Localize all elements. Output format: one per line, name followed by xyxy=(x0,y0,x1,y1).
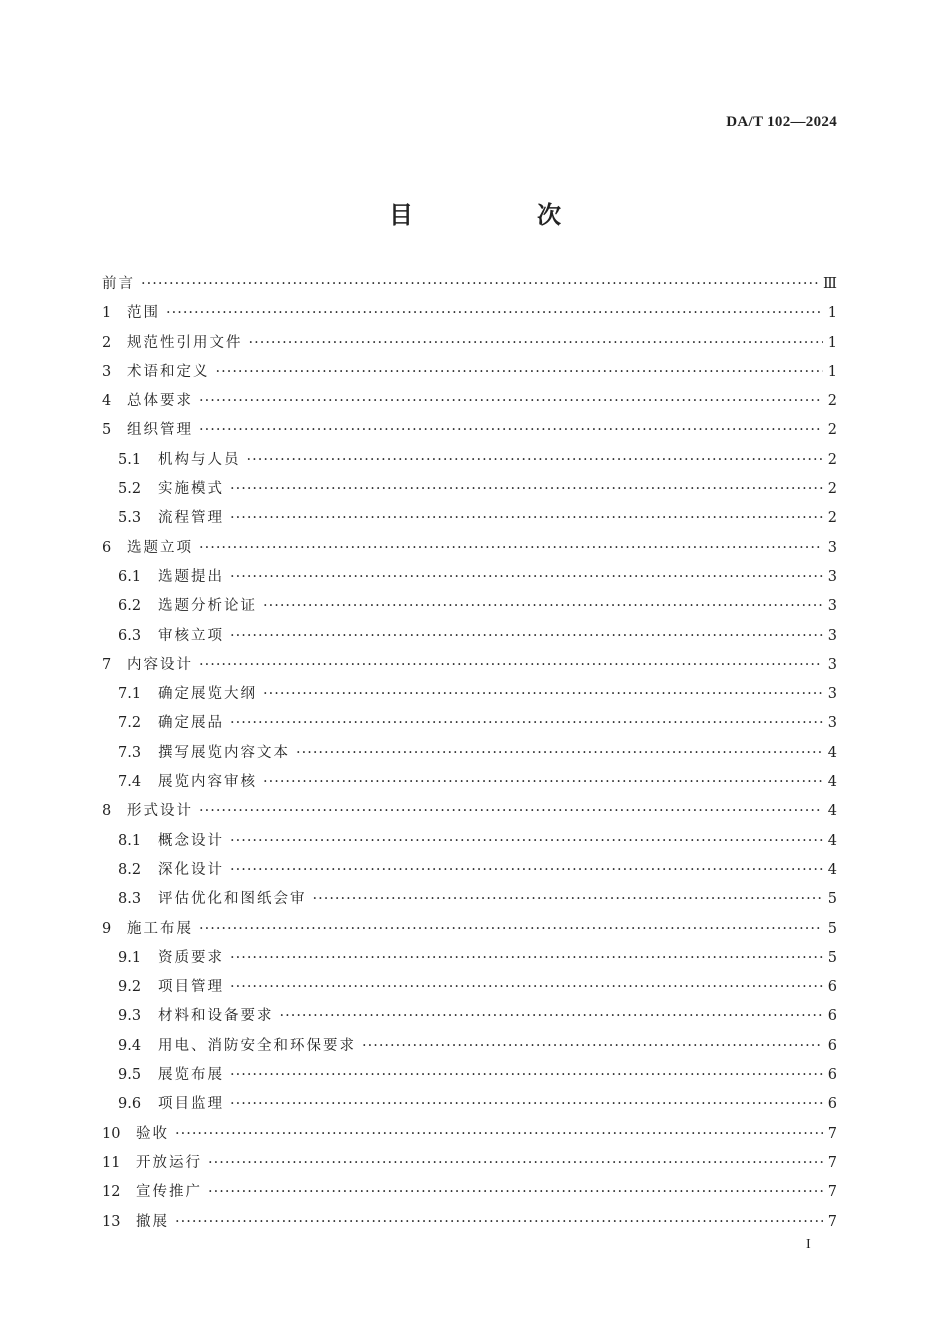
toc-entry[interactable] xyxy=(102,1149,837,1178)
toc-entry-page: 1 xyxy=(827,305,837,322)
toc-dot-leader xyxy=(175,1208,823,1237)
toc-entry[interactable] xyxy=(102,534,837,563)
toc-entry-label: 实施模式 xyxy=(158,481,224,498)
toc-dot-leader xyxy=(313,885,824,914)
toc-entry-number: 7.2 xyxy=(118,715,142,732)
toc-dot-leader xyxy=(199,915,823,944)
toc-entry-page: 3 xyxy=(827,656,837,673)
toc-entry[interactable] xyxy=(102,270,837,299)
toc-entry[interactable] xyxy=(102,1032,837,1061)
toc-entry-number: 13 xyxy=(102,1213,121,1230)
toc-entry-number: 10 xyxy=(102,1125,121,1142)
toc-dot-leader xyxy=(296,739,823,768)
toc-entry-number: 1 xyxy=(102,305,112,322)
toc-entry-page: 1 xyxy=(827,363,837,380)
toc-entry[interactable] xyxy=(102,1208,837,1237)
toc-entry-number: 8.2 xyxy=(118,861,142,878)
toc-dot-leader xyxy=(199,797,823,826)
toc-entry-number: 4 xyxy=(102,393,112,410)
toc-entry-number: 7.1 xyxy=(118,686,142,703)
toc-entry[interactable] xyxy=(102,358,837,387)
toc-entry[interactable] xyxy=(102,592,837,621)
toc-entry-number: 9 xyxy=(102,920,112,937)
toc-entry[interactable] xyxy=(102,1002,837,1031)
toc-entry-page: 4 xyxy=(827,774,837,791)
toc-entry-page: 6 xyxy=(827,1096,837,1113)
toc-entry-number: 6.3 xyxy=(118,627,142,644)
toc-entry-number: 7.4 xyxy=(118,774,142,791)
toc-entry-page: 3 xyxy=(827,686,837,703)
toc-dot-leader xyxy=(247,446,824,475)
toc-entry-label: 组织管理 xyxy=(127,422,193,439)
toc-entry-label: 深化设计 xyxy=(158,861,224,878)
toc-entry-label: 选题立项 xyxy=(127,539,193,556)
toc-dot-leader xyxy=(199,387,823,416)
toc-entry-number: 5 xyxy=(102,422,112,439)
toc-entry-number: 7 xyxy=(102,656,112,673)
toc-dot-leader xyxy=(230,504,823,533)
toc-entry-label: 机构与人员 xyxy=(158,451,241,468)
toc-entry-page: 1 xyxy=(827,334,837,351)
toc-entry-label: 选题提出 xyxy=(158,568,224,585)
toc-entry-label: 选题分析论证 xyxy=(158,598,257,615)
toc-entry-page: 3 xyxy=(827,598,837,615)
toc-entry-label: 流程管理 xyxy=(158,510,224,527)
toc-dot-leader xyxy=(230,1061,823,1090)
toc-dot-leader xyxy=(230,622,823,651)
toc-entry-page: 5 xyxy=(827,949,837,966)
toc-entry[interactable] xyxy=(102,1090,837,1119)
toc-entry-page: 4 xyxy=(827,803,837,820)
toc-entry[interactable] xyxy=(102,768,837,797)
toc-entry[interactable] xyxy=(102,329,837,358)
toc-entry-label: 前言 xyxy=(102,276,135,292)
toc-entry[interactable] xyxy=(102,944,837,973)
toc-entry-label: 撰写展览内容文本 xyxy=(158,744,290,761)
toc-entry-page: Ⅲ xyxy=(823,276,837,292)
toc-entry-label: 项目监理 xyxy=(158,1096,224,1113)
toc-entry-page: 4 xyxy=(827,744,837,761)
toc-entry-page: 2 xyxy=(827,393,837,410)
toc-entry-label: 施工布展 xyxy=(127,920,193,937)
toc-entry-number: 9.6 xyxy=(118,1096,142,1113)
toc-dot-leader xyxy=(230,709,823,738)
toc-entry-page: 2 xyxy=(827,451,837,468)
toc-entry-page: 2 xyxy=(827,481,837,498)
toc-entry-label: 形式设计 xyxy=(127,803,193,820)
toc-entry-number: 5.2 xyxy=(118,481,142,498)
toc-entry-number: 8.3 xyxy=(118,891,142,908)
toc-entry-number: 2 xyxy=(102,334,112,351)
toc-entry-page: 3 xyxy=(827,568,837,585)
toc-entry-label: 评估优化和图纸会审 xyxy=(158,891,307,908)
toc-entry-label: 材料和设备要求 xyxy=(158,1008,274,1025)
toc-entry-number: 6 xyxy=(102,539,112,556)
toc-entry-number: 5.1 xyxy=(118,451,142,468)
toc-entry-label: 确定展览大纲 xyxy=(158,686,257,703)
toc-entry[interactable] xyxy=(102,739,837,768)
toc-dot-leader xyxy=(280,1002,824,1031)
toc-dot-leader xyxy=(199,651,823,680)
toc-entry-page: 3 xyxy=(827,715,837,732)
toc-entry-page: 3 xyxy=(827,627,837,644)
toc-dot-leader xyxy=(166,299,823,328)
toc-entry-label: 术语和定义 xyxy=(127,363,210,380)
page-number: I xyxy=(806,1237,811,1252)
toc-entry[interactable] xyxy=(102,1178,837,1207)
toc-entry-label: 用电、消防安全和环保要求 xyxy=(158,1037,356,1054)
toc-dot-leader xyxy=(175,1120,823,1149)
toc-entry-number: 8.1 xyxy=(118,832,142,849)
toc-dot-leader xyxy=(216,358,824,387)
toc-entry-label: 开放运行 xyxy=(136,1154,202,1171)
toc-entry-number: 11 xyxy=(102,1154,121,1171)
toc-dot-leader xyxy=(230,475,823,504)
toc-entry-label: 内容设计 xyxy=(127,656,193,673)
toc-entry-number: 9.5 xyxy=(118,1067,142,1084)
toc-dot-leader xyxy=(263,680,823,709)
toc-entry[interactable] xyxy=(102,622,837,651)
toc-entry-number: 9.3 xyxy=(118,1008,142,1025)
toc-entry-page: 7 xyxy=(827,1184,837,1201)
document-code: DA/T 102—2024 xyxy=(726,114,837,130)
toc-dot-leader xyxy=(230,944,823,973)
toc-entry-label: 验收 xyxy=(136,1125,169,1142)
toc-dot-leader xyxy=(208,1178,823,1207)
toc-entry-label: 宣传推广 xyxy=(136,1184,202,1201)
toc-entry[interactable] xyxy=(102,1061,837,1090)
toc-entry-label: 项目管理 xyxy=(158,979,224,996)
toc-entry[interactable] xyxy=(102,475,837,504)
toc-entry[interactable] xyxy=(102,1120,837,1149)
toc-entry[interactable] xyxy=(102,416,837,445)
toc-entry[interactable] xyxy=(102,504,837,533)
toc-dot-leader xyxy=(199,534,823,563)
toc-entry-page: 2 xyxy=(827,422,837,439)
toc-dot-leader xyxy=(230,856,823,885)
toc-entry[interactable] xyxy=(102,651,837,680)
toc-entry-page: 5 xyxy=(827,891,837,908)
toc-entry-number: 9.1 xyxy=(118,949,142,966)
toc-entry-number: 5.3 xyxy=(118,510,142,527)
toc-entry-page: 6 xyxy=(827,1008,837,1025)
toc-dot-leader xyxy=(230,563,823,592)
toc-entry[interactable] xyxy=(102,563,837,592)
toc-entry[interactable] xyxy=(102,446,837,475)
toc-entry-label: 规范性引用文件 xyxy=(127,334,243,351)
toc-entry-number: 3 xyxy=(102,363,112,380)
toc-entry-page: 3 xyxy=(827,539,837,556)
toc-entry[interactable] xyxy=(102,915,837,944)
toc-dot-leader xyxy=(230,1090,823,1119)
toc-entry[interactable] xyxy=(102,680,837,709)
table-of-contents xyxy=(102,270,837,1237)
toc-entry-label: 总体要求 xyxy=(127,393,193,410)
toc-dot-leader xyxy=(208,1149,823,1178)
toc-entry-label: 展览内容审核 xyxy=(158,774,257,791)
toc-dot-leader xyxy=(230,827,823,856)
toc-entry-number: 6.2 xyxy=(118,598,142,615)
toc-entry-label: 审核立项 xyxy=(158,627,224,644)
toc-entry-number: 7.3 xyxy=(118,744,142,761)
toc-entry[interactable] xyxy=(102,856,837,885)
toc-dot-leader xyxy=(263,768,823,797)
toc-entry-number: 9.4 xyxy=(118,1037,142,1054)
toc-entry[interactable] xyxy=(102,387,837,416)
toc-entry-page: 7 xyxy=(827,1213,837,1230)
toc-entry-page: 6 xyxy=(827,1037,837,1054)
toc-dot-leader xyxy=(362,1032,823,1061)
toc-entry[interactable] xyxy=(102,973,837,1002)
toc-entry-number: 12 xyxy=(102,1184,121,1201)
toc-entry-label: 展览布展 xyxy=(158,1067,224,1084)
toc-dot-leader xyxy=(249,329,824,358)
toc-entry-page: 4 xyxy=(827,861,837,878)
toc-entry-page: 7 xyxy=(827,1154,837,1171)
toc-entry-page: 6 xyxy=(827,1067,837,1084)
toc-entry-page: 7 xyxy=(827,1125,837,1142)
toc-entry-label: 确定展品 xyxy=(158,715,224,732)
toc-entry-label: 撤展 xyxy=(136,1213,169,1230)
toc-entry-number: 9.2 xyxy=(118,979,142,996)
page-title: 目 次 xyxy=(389,201,611,229)
toc-entry[interactable] xyxy=(102,709,837,738)
toc-entry-page: 5 xyxy=(827,920,837,937)
toc-dot-leader xyxy=(141,270,819,299)
toc-entry-page: 2 xyxy=(827,510,837,527)
toc-dot-leader xyxy=(199,416,823,445)
toc-entry-label: 概念设计 xyxy=(158,832,224,849)
toc-dot-leader xyxy=(230,973,823,1002)
toc-entry[interactable] xyxy=(102,827,837,856)
toc-entry[interactable] xyxy=(102,797,837,826)
toc-entry-page: 4 xyxy=(827,832,837,849)
toc-dot-leader xyxy=(263,592,823,621)
toc-entry-label: 范围 xyxy=(127,305,160,322)
toc-entry-label: 资质要求 xyxy=(158,949,224,966)
toc-entry-number: 8 xyxy=(102,803,112,820)
toc-entry[interactable] xyxy=(102,299,837,328)
toc-entry[interactable] xyxy=(102,885,837,914)
toc-entry-page: 6 xyxy=(827,979,837,996)
toc-entry-number: 6.1 xyxy=(118,568,142,585)
